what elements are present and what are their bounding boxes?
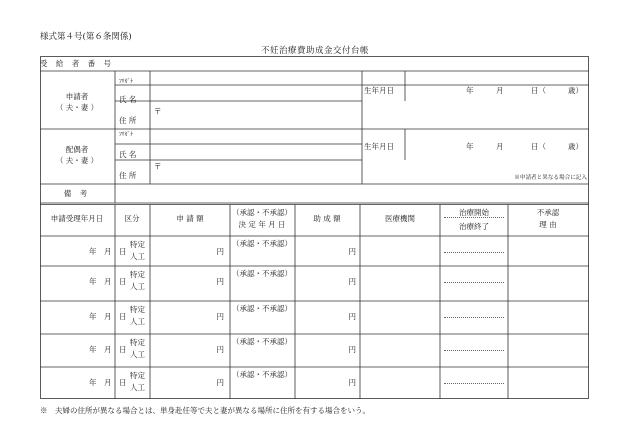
row-grant-yen: 円 (348, 345, 356, 354)
row-decision: （承認・不承認） (232, 304, 292, 313)
spouse-postal-mark: 〒 (154, 162, 162, 171)
header-decision-bottom: 決 定 年 月 日 (238, 220, 286, 229)
applicant-furigana-label: ﾌﾘｶﾞﾅ (119, 79, 133, 85)
applicant-birth-year: 年 (466, 86, 474, 95)
row-decision: （承認・不承認） (232, 370, 292, 379)
header-treatment-start: 治療開始 (459, 208, 489, 217)
row-treatment-divider (444, 252, 504, 253)
row-grant-yen: 円 (348, 277, 356, 286)
spouse-furigana-label: ﾌﾘｶﾞﾅ (119, 132, 133, 138)
row-category-top: 特定 (130, 305, 145, 314)
header-amount-applied: 申 請 額 (176, 214, 204, 223)
row-decision: （承認・不承認） (232, 269, 292, 278)
row-category-bottom: 人工 (130, 350, 145, 359)
applicant-address-label: 住 所 (119, 116, 137, 125)
applicant-birth-day: 日（ (531, 86, 546, 95)
header-rejection-bottom: 理 由 (539, 220, 557, 229)
applicant-birth-date-label: 生年月日 (364, 86, 394, 95)
row-decision: （承認・不承認） (232, 239, 292, 248)
row-category-bottom: 人工 (130, 383, 145, 392)
row-category-bottom: 人工 (130, 282, 145, 291)
row-applied-yen: 円 (216, 312, 224, 321)
row-category-top: 特定 (130, 240, 145, 249)
row-date: 年 月 日 (89, 277, 127, 286)
row-applied-yen: 円 (216, 345, 224, 354)
row-treatment-divider (444, 383, 504, 384)
header-treatment-end: 治療終了 (459, 222, 489, 231)
spouse-name-label: 氏 名 (119, 150, 137, 159)
applicant-age: 歳） (568, 86, 583, 95)
spouse-husband-wife: （ 夫・妻 ） (55, 156, 99, 165)
row-grant-yen: 円 (348, 378, 356, 387)
header-treatment-divider (444, 217, 504, 218)
header-category: 区分 (124, 214, 140, 223)
row-applied-yen: 円 (216, 277, 224, 286)
spouse-age: 歳） (568, 142, 583, 151)
row-applied-yen: 円 (216, 378, 224, 387)
spouse-birth-month: 月 (496, 142, 504, 151)
remarks-label: 備 考 (63, 189, 91, 198)
row-grant-yen: 円 (348, 247, 356, 256)
spouse-label: 配偶者 (65, 145, 89, 154)
applicant-husband-wife: （ 夫・妻 ） (55, 103, 99, 112)
recipient-number-label: 受 給 者 番 号 (39, 59, 115, 68)
form-number: 様式第４号(第６条関係) (40, 32, 132, 42)
row-date: 年 月 日 (89, 378, 127, 387)
header-institution: 医療機関 (385, 214, 415, 223)
header-rejection-top: 不承認 (536, 208, 560, 217)
row-decision: （承認・不承認） (232, 337, 292, 346)
spouse-birth-date-label: 生年月日 (364, 142, 394, 151)
row-treatment-divider (444, 350, 504, 351)
header-grant-amount: 助 成 額 (313, 214, 341, 223)
row-date: 年 月 日 (89, 247, 127, 256)
row-treatment-divider (444, 317, 504, 318)
applicant-birth-month: 月 (496, 86, 504, 95)
row-category-top: 特定 (130, 338, 145, 347)
form-title: 不妊治療費助成金交付台帳 (260, 46, 369, 56)
row-category-top: 特定 (130, 270, 145, 279)
spouse-address-label: 住 所 (119, 171, 137, 180)
spouse-birth-year: 年 (466, 142, 474, 151)
row-category-bottom: 人工 (130, 252, 145, 261)
row-category-top: 特定 (130, 371, 145, 380)
header-received-date: 申請受理年月日 (50, 214, 104, 223)
footnote: ※ 夫婦の住所が異なる場合とは、単身赴任等で夫と妻が異なる場所に住所を有する場合をいう。 (40, 406, 370, 415)
row-date: 年 月 日 (89, 345, 127, 354)
address-note: ※申請者と異なる場合に記入 (514, 175, 587, 181)
row-date: 年 月 日 (89, 312, 127, 321)
spouse-birth-day: 日（ (531, 142, 546, 151)
applicant-label: 申請者 (65, 92, 89, 101)
row-grant-yen: 円 (348, 312, 356, 321)
row-category-bottom: 人工 (130, 317, 145, 326)
row-applied-yen: 円 (216, 247, 224, 256)
applicant-name-label: 氏 名 (119, 95, 137, 104)
header-decision-top: （承認・不承認） (232, 208, 292, 217)
row-treatment-divider (444, 282, 504, 283)
applicant-postal-mark: 〒 (154, 107, 162, 116)
